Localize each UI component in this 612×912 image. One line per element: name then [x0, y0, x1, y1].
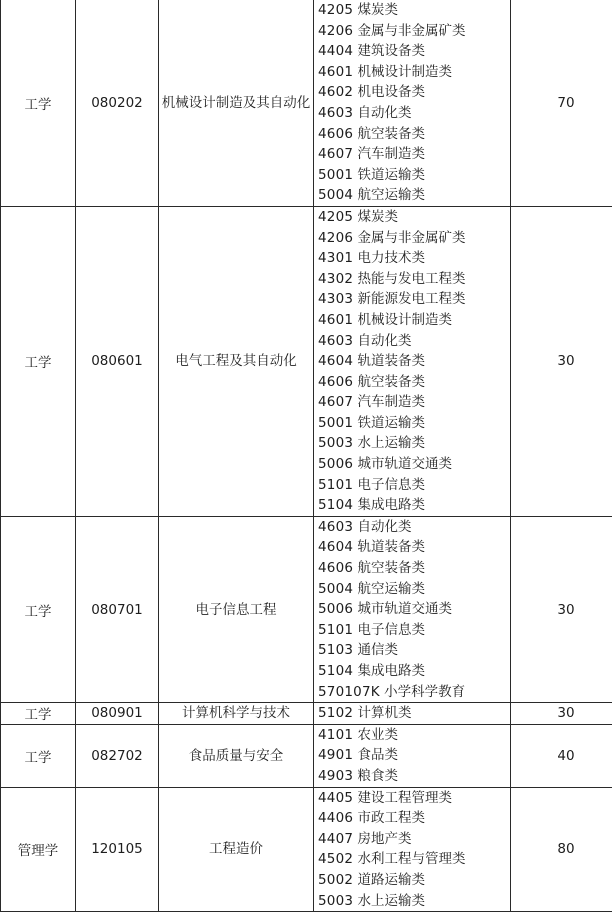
subject-code: 4601: [318, 62, 353, 83]
major-table-body: [1, 0, 612, 912]
subject-list-item: [318, 289, 510, 310]
table-row: [1, 703, 612, 725]
major-name-cell: 食品质量与安全: [159, 724, 314, 787]
subject-code: 5004: [318, 185, 353, 206]
table-row: [1, 724, 612, 787]
subject-list-item: [318, 558, 510, 579]
subject-name: 食品类: [357, 747, 398, 763]
major-code-cell: 082702: [76, 724, 159, 787]
subject-list-item: [318, 165, 510, 186]
major-code-cell: 080901: [76, 703, 159, 725]
subject-code: 4302: [318, 269, 353, 290]
subject-code: 4606: [318, 558, 353, 579]
subject-list-item: [318, 829, 510, 850]
subject-list-item: [318, 124, 510, 145]
major-code-cell: 080701: [76, 516, 159, 702]
subject-code: 4405: [318, 788, 353, 809]
subject-name: 房地产类: [357, 831, 411, 847]
subject-code: 5101: [318, 620, 353, 641]
subject-list-item: [318, 103, 510, 124]
subject-code: 4601: [318, 310, 353, 331]
subject-list-item: [318, 0, 510, 21]
subject-code: 4406: [318, 808, 353, 829]
subject-list-item: [318, 725, 510, 746]
subject-name: 金属与非金属矿类: [357, 23, 465, 39]
subject-name: 航空装备类: [357, 126, 425, 142]
subject-list-item: [318, 62, 510, 83]
subject-code: 4303: [318, 289, 353, 310]
subject-name: 机械设计制造类: [357, 64, 452, 80]
subject-list-item: [318, 413, 510, 434]
subject-name: 航空装备类: [357, 560, 425, 576]
subject-code: 4101: [318, 725, 353, 746]
subject-name: 电子信息类: [357, 622, 425, 638]
subject-name: 热能与发电工程类: [357, 271, 465, 287]
subject-list-item: [318, 144, 510, 165]
subject-name: 自动化类: [357, 519, 411, 535]
subject-code: 570107K: [318, 682, 380, 703]
enrollment-plan-cell: 80: [511, 787, 612, 912]
subject-code: 4206: [318, 228, 353, 249]
subject-list-item: [318, 372, 510, 393]
subject-code: 5104: [318, 661, 353, 682]
subject-code: 4603: [318, 331, 353, 352]
discipline-category-cell: 工学: [1, 703, 76, 725]
subject-name: 城市轨道交通类: [357, 601, 452, 617]
subject-code: 5003: [318, 433, 353, 454]
subject-name: 轨道装备类: [357, 353, 425, 369]
subject-list-item: [318, 682, 510, 703]
discipline-category-cell: 工学: [1, 0, 76, 206]
subject-code: 4604: [318, 351, 353, 372]
subject-name: 水上运输类: [357, 435, 425, 451]
subject-list-item: [318, 891, 510, 912]
subject-name: 轨道装备类: [357, 539, 425, 555]
table-row: [1, 516, 612, 702]
subject-list-item: [318, 41, 510, 62]
subject-list-item: [318, 433, 510, 454]
enrollment-plan-cell: 40: [511, 724, 612, 787]
subject-code: 4606: [318, 124, 353, 145]
subject-list-item: [318, 517, 510, 538]
subject-name: 城市轨道交通类: [357, 456, 452, 472]
subject-code: 5001: [318, 413, 353, 434]
discipline-category-cell: 工学: [1, 206, 76, 516]
subject-code: 5003: [318, 891, 353, 912]
major-code-cell: 080601: [76, 206, 159, 516]
subject-code: 5001: [318, 165, 353, 186]
subject-code: 4206: [318, 21, 353, 42]
related-subjects-cell: [314, 787, 511, 912]
discipline-category-cell: 工学: [1, 724, 76, 787]
subject-name: 道路运输类: [357, 872, 425, 888]
subject-list-item: [318, 703, 510, 724]
subject-code: 5103: [318, 640, 353, 661]
subject-list-item: [318, 454, 510, 475]
subject-code: 4607: [318, 144, 353, 165]
major-code-cell: 080202: [76, 0, 159, 206]
subject-list-item: [318, 599, 510, 620]
subject-code: 4604: [318, 537, 353, 558]
related-subjects-cell: [314, 724, 511, 787]
subject-name: 计算机类: [357, 705, 411, 721]
subject-code: 4205: [318, 207, 353, 228]
subject-name: 水利工程与管理类: [357, 851, 465, 867]
subject-name: 铁道运输类: [357, 167, 425, 183]
subject-list-item: [318, 310, 510, 331]
subject-name: 煤炭类: [357, 209, 398, 225]
subject-name: 自动化类: [357, 333, 411, 349]
subject-list-item: [318, 82, 510, 103]
subject-code: 4407: [318, 829, 353, 850]
subject-list-item: [318, 351, 510, 372]
subject-name: 电子信息类: [357, 477, 425, 493]
major-name-cell: 电气工程及其自动化: [159, 206, 314, 516]
major-name-cell: 电子信息工程: [159, 516, 314, 702]
related-subjects-cell: [314, 206, 511, 516]
subject-list-item: [318, 661, 510, 682]
subject-code: 4205: [318, 0, 353, 21]
related-subjects-cell: [314, 0, 511, 206]
enrollment-plan-cell: 30: [511, 516, 612, 702]
subject-name: 集成电路类: [357, 497, 425, 513]
subject-name: 粮食类: [357, 768, 398, 784]
enrollment-plan-cell: 30: [511, 703, 612, 725]
subject-list-item: [318, 808, 510, 829]
related-subjects-cell: [314, 516, 511, 702]
subject-code: 4502: [318, 849, 353, 870]
subject-list-item: [318, 207, 510, 228]
subject-code: 4603: [318, 103, 353, 124]
subject-code: 4603: [318, 517, 353, 538]
subject-code: 4606: [318, 372, 353, 393]
subject-name: 机械设计制造类: [357, 312, 452, 328]
discipline-category-cell: 管理学: [1, 787, 76, 912]
enrollment-plan-cell: 70: [511, 0, 612, 206]
subject-list-item: [318, 620, 510, 641]
subject-name: 航空运输类: [357, 581, 425, 597]
subject-list-item: [318, 228, 510, 249]
subject-code: 4404: [318, 41, 353, 62]
subject-code: 5101: [318, 475, 353, 496]
subject-name: 机电设备类: [357, 84, 425, 100]
table-row: [1, 787, 612, 912]
subject-name: 通信类: [357, 642, 398, 658]
major-name-cell: 计算机科学与技术: [159, 703, 314, 725]
subject-name: 集成电路类: [357, 663, 425, 679]
subject-code: 5006: [318, 454, 353, 475]
table-row: [1, 0, 612, 206]
subject-name: 市政工程类: [357, 810, 425, 826]
table-row: [1, 206, 612, 516]
subject-list-item: [318, 331, 510, 352]
subject-name: 水上运输类: [357, 893, 425, 909]
subject-name: 航空运输类: [357, 187, 425, 203]
subject-list-item: [318, 248, 510, 269]
subject-name: 电力技术类: [357, 250, 425, 266]
subject-list-item: [318, 745, 510, 766]
subject-list-item: [318, 185, 510, 206]
subject-name: 铁道运输类: [357, 415, 425, 431]
subject-name: 汽车制造类: [357, 394, 425, 410]
subject-name: 金属与非金属矿类: [357, 230, 465, 246]
major-name-cell: 工程造价: [159, 787, 314, 912]
major-name-cell: 机械设计制造及其自动化: [159, 0, 314, 206]
subject-list-item: [318, 21, 510, 42]
subject-code: 5006: [318, 599, 353, 620]
subject-name: 小学科学教育: [384, 684, 465, 700]
subject-name: 农业类: [357, 727, 398, 743]
related-subjects-cell: [314, 703, 511, 725]
major-code-cell: 120105: [76, 787, 159, 912]
subject-list-item: [318, 475, 510, 496]
subject-code: 4607: [318, 392, 353, 413]
subject-name: 煤炭类: [357, 2, 398, 18]
subject-list-item: [318, 870, 510, 891]
subject-code: 5002: [318, 870, 353, 891]
subject-name: 建筑设备类: [357, 43, 425, 59]
subject-list-item: [318, 269, 510, 290]
subject-name: 建设工程管理类: [357, 790, 452, 806]
subject-code: 5104: [318, 495, 353, 516]
subject-code: 4602: [318, 82, 353, 103]
subject-code: 5102: [318, 703, 353, 724]
subject-list-item: [318, 495, 510, 516]
subject-list-item: [318, 537, 510, 558]
subject-list-item: [318, 766, 510, 787]
subject-name: 新能源发电工程类: [357, 291, 465, 307]
subject-list-item: [318, 788, 510, 809]
subject-name: 自动化类: [357, 105, 411, 121]
subject-name: 汽车制造类: [357, 146, 425, 162]
subject-name: 航空装备类: [357, 374, 425, 390]
subject-code: 4903: [318, 766, 353, 787]
subject-list-item: [318, 579, 510, 600]
subject-list-item: [318, 392, 510, 413]
enrollment-plan-cell: 30: [511, 206, 612, 516]
subject-code: 5004: [318, 579, 353, 600]
subject-code: 4901: [318, 745, 353, 766]
subject-list-item: [318, 849, 510, 870]
discipline-category-cell: 工学: [1, 516, 76, 702]
subject-code: 4301: [318, 248, 353, 269]
subject-list-item: [318, 640, 510, 661]
